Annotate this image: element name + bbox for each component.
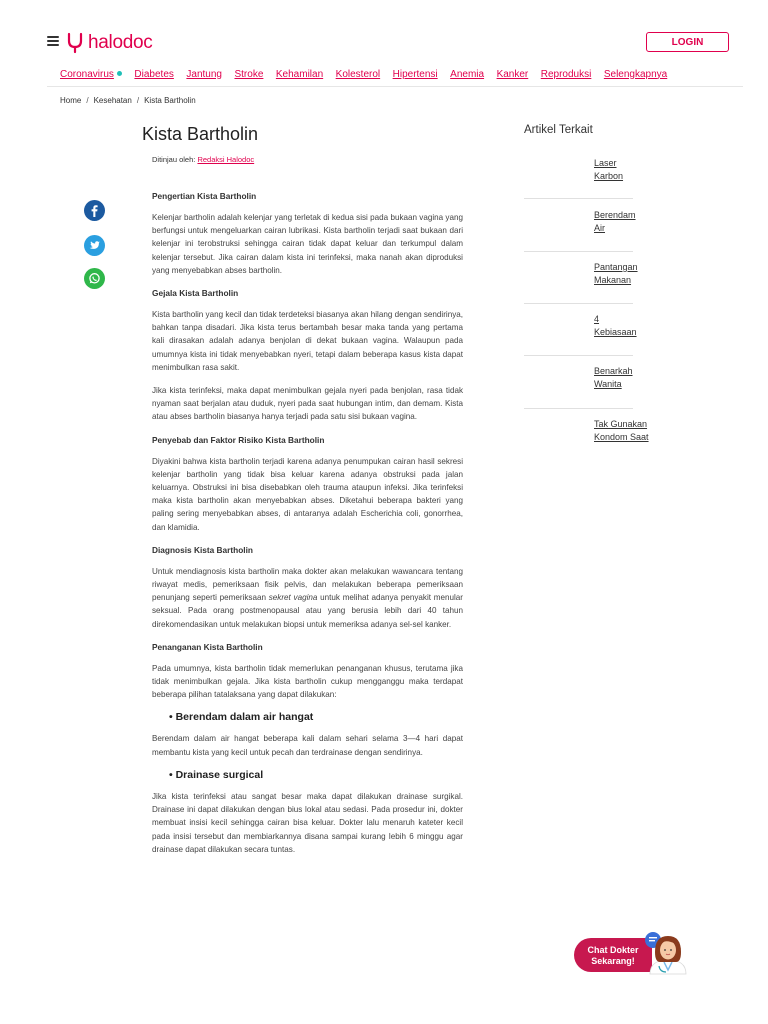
related-article-link[interactable]: Benarkah Wanita [594, 366, 633, 389]
topic-nav [60, 66, 680, 82]
halodoc-logo[interactable] [66, 30, 152, 56]
related-article-link[interactable]: 4 Kebiasaan [594, 314, 637, 337]
menu-icon[interactable] [47, 36, 59, 46]
nav-divider [47, 86, 743, 87]
share-twitter-button[interactable] [84, 235, 105, 256]
paragraph: Diyakini bahwa kista bartholin terjadi karena adanya penumpukan cairan hasil sekresi kelenjar bartholin yang tidak bisa keluar karena adanya obstruksi pada jalan keluarnya. Obstruksi ini bisa disebabkan oleh trauma ataupun infeksi. Jika terinfeksi maka kista bartholin akan menyebabkan abses. Diketahui beberapa bakteri yang paling sering menyebabkan abses, di antaranya adalah Escherichia coli, gonorrhea, dan klamidia. [152, 456, 463, 532]
breadcrumb-kesehatan[interactable]: Kesehatan [93, 96, 132, 105]
logo-text: halodoc [88, 32, 153, 53]
list-item: • Drainase surgical [169, 768, 264, 781]
nav-item-kanker[interactable]: Kanker [496, 68, 529, 80]
breadcrumb-separator: / [136, 96, 140, 105]
breadcrumb [60, 96, 196, 105]
nav-item-kolesterol[interactable]: Kolesterol [335, 68, 381, 80]
related-articles-title: Artikel Terkait [524, 124, 593, 136]
paragraph: Jika kista terinfeksi atau sangat besar maka dapat dilakukan drainase surgikal. Drainase ini dapat dilakukan dengan bius lokal atau sedasi. Pada prosedur ini, dokter membuat insisi kecil sehingga cairan bisa keluar. Dokter lalu menaruh kateter kecil pada insisi tersebut dan membiarkannya disana sampai kurang lebih 6 minggu agar drainase dapat dilakukan secara tuntas. [152, 791, 463, 854]
related-divider [524, 408, 633, 409]
emphasis-text: sekret vagina [268, 593, 318, 603]
chat-doctor-button[interactable]: Chat Dokter Sekarang! [574, 938, 652, 972]
page-title: Kista Bartholin [142, 124, 259, 144]
nav-item-stroke[interactable]: Stroke [234, 68, 264, 80]
section-heading: Diagnosis Kista Bartholin [152, 544, 253, 555]
paragraph: Jika kista terinfeksi, maka dapat menimbulkan gejala nyeri pada benjolan, rasa tidak nyaman saat berjalan atau duduk, nyeri pada saat hubungan intim, dan demam. Kista atau abses bartholin biasanya hanya terjadi pada satu sisi bukaan vagina. [152, 386, 463, 422]
stethoscope-logo-icon [66, 32, 86, 54]
nav-item-anemia[interactable]: Anemia [450, 68, 485, 80]
nav-item-reproduksi[interactable]: Reproduksi [540, 68, 592, 80]
reviewed-by [152, 155, 254, 164]
related-divider [524, 355, 633, 356]
breadcrumb-home[interactable]: Home [60, 96, 82, 105]
article-body [152, 190, 463, 866]
section-heading: Pengertian Kista Bartholin [152, 191, 257, 201]
nav-item-coronavirus[interactable]: Coronavirus [60, 69, 122, 80]
paragraph: Berendam dalam air hangat beberapa kali dalam sehari selama 3—4 hari dapat membantu kista yang kecil untuk pecah dan terdrainase dengan sendirinya. [152, 734, 463, 757]
related-article-link[interactable]: Tak Gunakan Kondom Saat [594, 419, 649, 442]
share-whatsapp-button[interactable] [84, 268, 105, 289]
paragraph: Kelenjar bartholin adalah kelenjar yang terletak di kedua sisi pada bukaan vagina yang berfungsi untuk mengeluarkan cairan lubrikasi. Kista bartholin terjadi saat bukaan dari kelenjar ini terobstruksi sehingga cairan tidak dapat keluar dan terkumpul dalam kelenjar tersebut. Jika cairan dalam kista ini terinfeksi, maka nanah akan diproduksi yang menyebabkan abses bartholin. [152, 213, 463, 275]
breadcrumb-separator: / [86, 96, 89, 105]
header [0, 26, 768, 58]
whatsapp-icon [88, 272, 101, 285]
paragraph: Kista bartholin yang kecil dan tidak terdeteksi biasanya akan hilang dengan sendirinya, bahkan tanpa disadari. Jika kista terus bertambah besar maka tanda yang pertama kali dirasakan adalah adanya benjolan di dekat bukaan vagina. Walaupun pada umumnya kista ini tidak menyebabkan nyeri, tetapi dalam beberapa kasus kista dapat menimbulkan rasa sakit. [152, 310, 463, 372]
related-divider [524, 251, 633, 252]
nav-item-selengkapnya[interactable]: Selengkapnya [603, 68, 668, 80]
twitter-icon [88, 239, 101, 252]
related-divider [524, 198, 633, 199]
live-dot-icon [117, 71, 122, 76]
nav-item-kehamilan[interactable]: Kehamilan [275, 68, 324, 80]
facebook-icon [88, 204, 101, 217]
paragraph: Untuk mendiagnosis kista bartholin maka dokter akan melakukan wawancara tentang riwayat medis, pemeriksaan fisik pelvis, dan melakukan beberapa pemeriksaan penunjang seperti pemeriksaan sekret vagina untuk melihat adanya penyakit menular seksual. Pada orang postmenopausal atau yang berusia lebih dari 40 tahun direkomendasikan untuk melakukan biopsi untuk memeriksa adanya sel-sel kanker. [152, 566, 464, 629]
list-item: • Berendam dalam air hangat [169, 711, 314, 724]
doctor-avatar-icon[interactable] [640, 928, 688, 978]
reviewer-link[interactable]: Redaksi Halodoc [197, 155, 255, 164]
reviewed-prefix: Ditinjau oleh: [152, 155, 196, 164]
share-facebook-button[interactable] [84, 200, 105, 221]
related-article-link[interactable]: Laser Karbon [594, 158, 624, 181]
nav-item-diabetes[interactable]: Diabetes [134, 68, 174, 80]
nav-item-hipertensi[interactable]: Hipertensi [392, 68, 438, 80]
login-button[interactable]: LOGIN [646, 32, 729, 52]
related-divider [524, 303, 633, 304]
paragraph: Pada umumnya, kista bartholin tidak memerlukan penanganan khusus, terutama jika tidak menimbulkan gejala. Jika kista bartholin cukup mengganggu maka terdapat beberapa pilihan tatalaksana yang dapat dilakukan: [152, 663, 463, 700]
related-article-link[interactable]: Pantangan Makanan [594, 262, 638, 285]
nav-item-jantung[interactable]: Jantung [186, 68, 222, 80]
section-heading: Gejala Kista Bartholin [152, 288, 239, 299]
related-article-link[interactable]: Berendam Air [594, 210, 636, 233]
breadcrumb-current: Kista Bartholin [144, 96, 196, 105]
section-heading: Penyebab dan Faktor Risiko Kista Bartholin [152, 434, 325, 445]
section-heading: Penanganan Kista Bartholin [152, 641, 263, 652]
